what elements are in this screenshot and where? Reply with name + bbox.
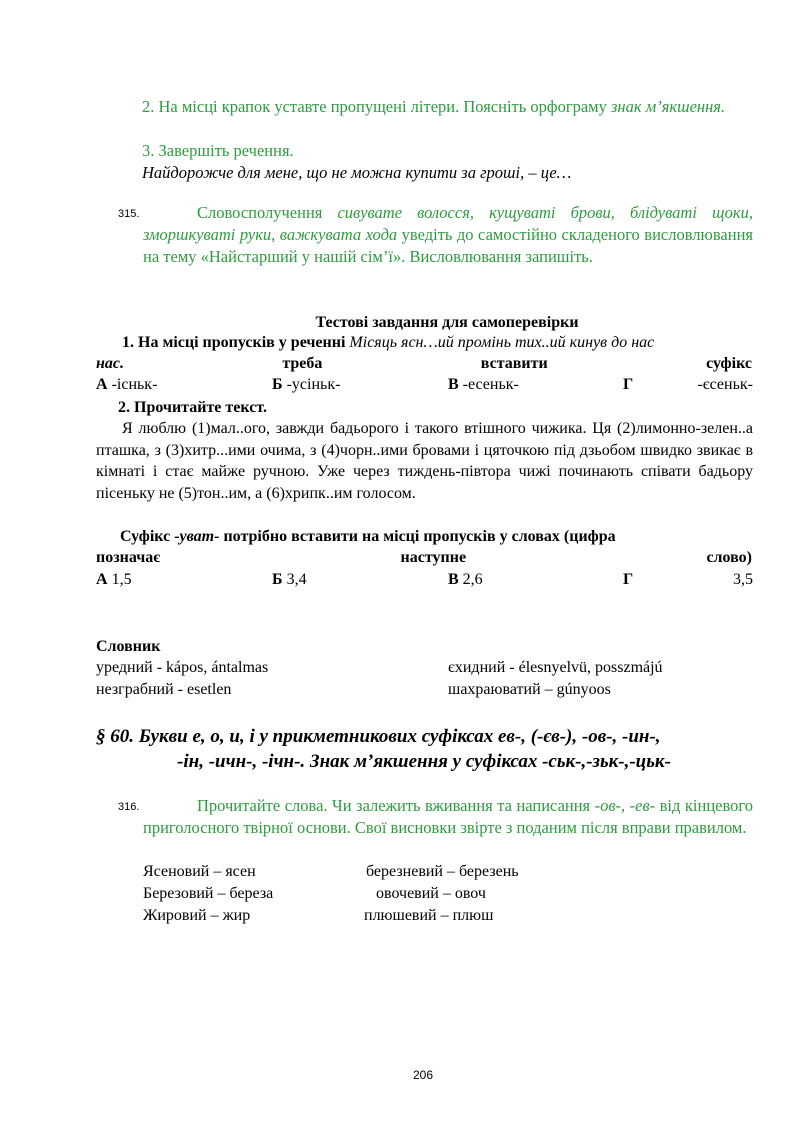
- q2-task-line2-w1: позначає: [96, 549, 161, 566]
- question-2-task: [96, 526, 753, 547]
- task-3-sentence: [142, 162, 571, 184]
- ex316-t1: Прочитайте слова. Чи залежить вживання та написання: [197, 796, 595, 815]
- section-heading-line-1: § 60. Букви е, о, и, і у прикметникових суфіксах ев-, (-єв-), -ов-, -ин-,: [96, 726, 661, 747]
- task-3: 3. Завершіть речення.: [142, 141, 294, 160]
- page-number: 206: [412, 1068, 434, 1082]
- ex316-pair-1-right: березневий – березень: [366, 863, 519, 880]
- q1-option-d-text: -єсеньк-: [697, 376, 753, 393]
- q1-line2-w3: вставити: [480, 355, 548, 372]
- exercise-315-text: [143, 202, 753, 268]
- q1-option-d: [623, 374, 753, 395]
- q2-option-b: [272, 569, 307, 590]
- ex316-pair-1-left: Ясеновий – ясен: [143, 863, 256, 880]
- q2-option-c-text: 2,6: [458, 571, 483, 588]
- ex316-italic: -ов-, -ев-: [594, 796, 656, 815]
- q2-task-italic: -уват-: [174, 528, 220, 545]
- q2-task-line2-w3: слово): [706, 549, 752, 566]
- q2-option-a: [96, 569, 132, 590]
- task-2-italic: знак м’якшення.: [611, 97, 726, 116]
- dictionary-title: [96, 636, 160, 657]
- q2-option-d-letter: Г: [623, 571, 634, 588]
- q1-option-c-letter: В: [448, 376, 459, 393]
- q1-line2-w4: суфікс: [706, 355, 752, 372]
- q1-option-a: [96, 374, 157, 395]
- q2-option-a-letter: А: [96, 571, 108, 588]
- q2-option-c-letter: В: [448, 571, 459, 588]
- q2-option-b-text: 3,4: [282, 571, 307, 588]
- q1-option-b-text: -усіньк-: [282, 376, 341, 393]
- q1-option-c-text: -есеньк-: [458, 376, 519, 393]
- q1-option-d-letter: Г: [623, 376, 634, 393]
- q1-option-b: [272, 374, 340, 395]
- q2-task-line2: [96, 548, 752, 568]
- q2-option-d-text: 3,5: [733, 571, 753, 588]
- q1-italic: Місяць ясн…ий промінь тих..ий кинув до нас: [349, 334, 655, 351]
- q1-line2: [96, 354, 752, 374]
- q2-title-text: 2. Прочитайте текст.: [118, 399, 267, 416]
- section-heading-line-2: -ін, -ичн-, -ічн-. Знак м’якшення у суфіксах -ськ-,-зьк-,-цьк-: [177, 751, 671, 772]
- question-1: [96, 332, 756, 353]
- q1-line2-w1: нас.: [96, 355, 124, 372]
- dictionary-entry-2-left: незграбний - esetlen: [96, 681, 232, 698]
- exercise-316-text: [143, 795, 753, 839]
- ex316-pair-3-left: Жировий – жир: [143, 907, 251, 924]
- dictionary-entry-1-right: єхидний - élesnyelvü, posszmájú: [448, 659, 663, 676]
- q1-option-c: [448, 374, 519, 395]
- ex316-t2: від кінцевого приголосного твірної основи. Свої висновки звірте з поданим після вправи правилом.: [143, 796, 754, 837]
- q2-task-b: потрібно вставити на місці пропусків у словах (цифра: [219, 528, 616, 545]
- ex316-pair-2-right: овочевий – овоч: [376, 885, 486, 902]
- ex315-italic: сивувате волосся, кущуваті брови, блідуваті щоки, зморшкуваті руки, важкувата хода: [143, 203, 753, 244]
- q2-task-a: Суфікс: [120, 528, 175, 545]
- task-3-sentence-text: Найдорожче для мене, що не можна купити за гроші, – це…: [142, 163, 572, 182]
- ex315-t1: Словосполучення: [197, 203, 338, 222]
- ex316-pair-2-left: Березовий – береза: [143, 885, 274, 902]
- q2-task-line2-w2: наступне: [400, 549, 467, 566]
- ex316-pair-3-right: плюшевий – плюш: [364, 907, 494, 924]
- q1-option-a-text: -існьк-: [107, 376, 158, 393]
- dictionary-entry-2-right: шахраюватий – gúnyoos: [448, 681, 611, 698]
- q1-bold: 1. На місці пропусків у реченні: [122, 334, 350, 351]
- task-2: [96, 96, 752, 118]
- q2-option-d: [623, 569, 753, 590]
- q2-option-b-letter: Б: [272, 571, 283, 588]
- q2-option-c: [448, 569, 483, 590]
- ex315-t2: уведіть до самостійно складеного висловлювання на тему «Найстарший у нашій сім’ї». Висловлювання запишіть.: [143, 225, 754, 266]
- q1-option-b-letter: Б: [272, 376, 283, 393]
- q2-option-a-text: 1,5: [107, 571, 132, 588]
- task-2-text: 2. На місці крапок уставте пропущені літери. Поясніть орфограму: [142, 97, 611, 116]
- q1-option-a-letter: А: [96, 376, 108, 393]
- exercise-316-number: 316.: [118, 801, 140, 813]
- question-2-text: Я люблю (1)мал..ого, завжди бадьорого і такого втішного чижика. Ця (2)лимонно-зелен..а пташка, з (3)хитр...ими очима, з (4)чорн..ими бровами і цяточкою під дзьобом швидко звикає в кімнаті і стає майже ручною. Уже через тиждень-півтора чижі починають співати бадьору пісеньку не (5)тон..им, а (6)хрипк..им голосом.: [96, 420, 753, 502]
- dictionary-title-text: Словник: [96, 638, 161, 655]
- exercise-315-number: 315.: [118, 208, 140, 220]
- test-title: Тестові завдання для самоперевірки: [315, 314, 579, 331]
- dictionary-entry-1-left: уредний - kápos, ántalmas: [96, 659, 269, 676]
- q1-line2-w2: треба: [282, 355, 323, 372]
- question-2-title: [118, 397, 267, 418]
